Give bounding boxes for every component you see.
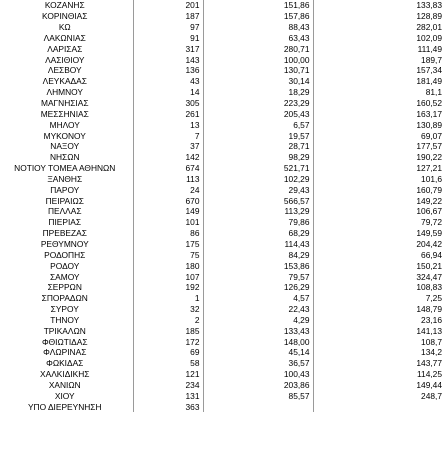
table-row <box>0 325 445 336</box>
table-row <box>0 358 445 369</box>
region-cell: ΡΟΔΟΠΗΣ <box>0 249 133 260</box>
value1-cell: 19,57 <box>203 130 313 141</box>
value2-cell: 111,49 <box>417 43 442 54</box>
cases-cell: 1 <box>133 293 203 304</box>
cases-cell: 91 <box>133 33 203 44</box>
cases-cell: 2 <box>133 314 203 325</box>
table-row <box>0 184 445 195</box>
value1-cell: 102,29 <box>203 174 313 185</box>
value2-cell: 148,79 <box>416 304 442 315</box>
table-row <box>0 54 445 65</box>
region-cell: ΠΕΙΡΑΙΩΣ <box>0 195 133 206</box>
region-cell: ΥΠΟ ΔΙΕΡΕΥΝΗΣΗ <box>0 401 133 412</box>
cases-cell: 14 <box>133 87 203 98</box>
table-row <box>0 390 445 401</box>
region-cell: ΠΑΡΟΥ <box>0 184 133 195</box>
region-cell: ΣΠΟΡΑΔΩΝ <box>0 293 133 304</box>
region-cell: ΜΥΚΟΝΟΥ <box>0 130 133 141</box>
value2-cell: 177,57 <box>416 141 442 152</box>
value1-cell: 280,71 <box>203 43 313 54</box>
table-row <box>0 0 445 11</box>
table-row <box>0 314 445 325</box>
value1-cell: 130,71 <box>203 65 313 76</box>
value1-cell: 18,29 <box>203 87 313 98</box>
table-row <box>0 369 445 380</box>
value2-cell: 79,72 <box>421 217 442 228</box>
value2-cell: 149,44 <box>416 379 442 390</box>
value2-cell: 102,09 <box>416 32 442 43</box>
value1-cell: 6,57 <box>203 119 313 130</box>
cases-cell: 674 <box>133 163 203 174</box>
value1-cell: 203,86 <box>203 380 313 391</box>
table-row <box>0 152 445 163</box>
region-cell: ΧΙΟΥ <box>0 390 133 401</box>
table-row <box>0 108 445 119</box>
region-cell: ΝΑΞΟΥ <box>0 141 133 152</box>
value1-cell: 45,14 <box>203 347 313 358</box>
value1-cell: 157,86 <box>203 11 313 22</box>
table-row <box>0 380 445 391</box>
region-cell: ΠΙΕΡΙΑΣ <box>0 217 133 228</box>
region-cell: ΣΕΡΡΩΝ <box>0 282 133 293</box>
region-cell: ΛΑΚΩΝΙΑΣ <box>0 33 133 44</box>
value2-cell: 181,49 <box>416 76 442 87</box>
table-row <box>0 401 445 412</box>
table-row <box>0 228 445 239</box>
value1-cell: 100,00 <box>203 54 313 65</box>
cases-cell: 43 <box>133 76 203 87</box>
cases-cell: 172 <box>133 336 203 347</box>
value2-cell: 149,22 <box>416 195 442 206</box>
value2-cell: 108,83 <box>416 282 442 293</box>
region-cell: ΣΥΡΟΥ <box>0 304 133 315</box>
value1-cell: 113,29 <box>203 206 313 217</box>
cases-cell: 136 <box>133 65 203 76</box>
value2-cell: 141,13 <box>416 325 442 336</box>
table-row <box>0 141 445 152</box>
region-cell: ΞΑΝΘΗΣ <box>0 174 133 185</box>
cases-cell: 142 <box>133 152 203 163</box>
table-row <box>0 195 445 206</box>
cases-cell: 187 <box>133 11 203 22</box>
value1-cell: 63,43 <box>203 33 313 44</box>
value2-cell: 66,94 <box>421 249 442 260</box>
table-row <box>0 119 445 130</box>
cases-cell: 24 <box>133 184 203 195</box>
cases-cell: 13 <box>133 119 203 130</box>
value2-cell: 7,25 <box>425 293 442 304</box>
value2-cell: 189,7 <box>421 54 442 65</box>
value1-cell: 22,43 <box>203 304 313 315</box>
value2-cell: 133,83 <box>416 0 442 11</box>
cases-cell: 37 <box>133 141 203 152</box>
value2-cell: 248,7 <box>421 390 442 401</box>
value2-cell: 160,79 <box>416 184 442 195</box>
cases-cell: 58 <box>133 358 203 369</box>
value1-cell: 100,43 <box>203 369 313 380</box>
table-row <box>0 22 445 33</box>
cases-cell: 201 <box>133 0 203 11</box>
value1-cell: 4,29 <box>203 314 313 325</box>
table-row <box>0 249 445 260</box>
region-cell: ΠΕΛΛΑΣ <box>0 206 133 217</box>
region-cell: ΛΕΣΒΟΥ <box>0 65 133 76</box>
value2-cell: 163,17 <box>416 108 442 119</box>
table-row <box>0 336 445 347</box>
region-cell: ΛΑΡΙΣΑΣ <box>0 43 133 54</box>
value2-cell: 150,21 <box>416 260 442 271</box>
value1-cell: 88,43 <box>203 22 313 33</box>
value2-cell: 204,42 <box>416 238 442 249</box>
cases-cell: 317 <box>133 43 203 54</box>
value2-cell: 106,67 <box>416 206 442 217</box>
value1-cell: 28,71 <box>203 141 313 152</box>
value1-cell: 68,29 <box>203 228 313 239</box>
table-row <box>0 304 445 315</box>
table-row <box>0 87 445 98</box>
table-row <box>0 282 445 293</box>
cases-cell: 363 <box>133 401 203 412</box>
table-row <box>0 347 445 358</box>
value1-cell: 114,43 <box>203 239 313 250</box>
table-row <box>0 163 445 174</box>
region-cell: ΡΕΘΥΜΝΟΥ <box>0 239 133 250</box>
table-row <box>0 65 445 76</box>
value1-cell: 79,86 <box>203 217 313 228</box>
region-cell: ΜΕΣΣΗΝΙΑΣ <box>0 108 133 119</box>
table-row <box>0 130 445 141</box>
value2-cell: 160,52 <box>416 98 442 109</box>
table-row <box>0 33 445 44</box>
value2-cell: 149,59 <box>416 228 442 239</box>
cases-cell: 143 <box>133 54 203 65</box>
value1-cell: 148,00 <box>203 336 313 347</box>
cases-cell: 101 <box>133 217 203 228</box>
value2-cell: 324,47 <box>416 271 442 282</box>
cases-cell: 131 <box>133 390 203 401</box>
value2-cell: 69,07 <box>421 130 442 141</box>
cases-cell: 32 <box>133 304 203 315</box>
value2-cell: 127,21 <box>416 163 442 174</box>
region-cell: ΝΟΤΙΟΥ ΤΟΜΕΑ ΑΘΗΝΩΝ <box>0 163 133 174</box>
table-row <box>0 217 445 228</box>
region-cell: ΦΘΙΩΤΙΔΑΣ <box>0 336 133 347</box>
value2-cell: 108,7 <box>421 336 442 347</box>
region-cell: ΝΗΣΩΝ <box>0 152 133 163</box>
value2-cell <box>313 401 445 412</box>
cases-cell: 75 <box>133 249 203 260</box>
cases-cell: 107 <box>133 271 203 282</box>
value1-cell: 133,43 <box>203 325 313 336</box>
region-cell: ΜΑΓΝΗΣΙΑΣ <box>0 98 133 109</box>
value1-cell: 36,57 <box>203 358 313 369</box>
region-cell: ΛΑΣΙΘΙΟΥ <box>0 54 133 65</box>
value1-cell: 29,43 <box>203 184 313 195</box>
region-cell: ΦΛΩΡΙΝΑΣ <box>0 347 133 358</box>
table-row <box>0 76 445 87</box>
table-row <box>0 239 445 250</box>
cases-cell: 69 <box>133 347 203 358</box>
table-row <box>0 293 445 304</box>
value2-cell: 134,2 <box>421 347 442 358</box>
value1-cell: 151,86 <box>203 0 313 11</box>
region-cell: ΛΗΜΝΟΥ <box>0 87 133 98</box>
region-cell: ΡΟΔΟΥ <box>0 260 133 271</box>
region-cell: ΚΟΖΑΝΗΣ <box>0 0 133 11</box>
value1-cell: 84,29 <box>203 249 313 260</box>
value2-cell: 23,16 <box>421 314 442 325</box>
cases-cell: 175 <box>133 239 203 250</box>
cases-cell: 305 <box>133 98 203 109</box>
value2-cell: 130,89 <box>416 119 442 130</box>
region-cell: ΠΡΕΒΕΖΑΣ <box>0 228 133 239</box>
value2-cell: 128,89 <box>416 11 442 22</box>
value1-cell: 79,57 <box>203 271 313 282</box>
value1-cell: 85,57 <box>203 390 313 401</box>
table-row <box>0 174 445 185</box>
value2-cell: 114,25 <box>417 369 442 380</box>
region-cell: ΧΑΝΙΩΝ <box>0 380 133 391</box>
cases-cell: 261 <box>133 108 203 119</box>
region-cell: ΛΕΥΚΑΔΑΣ <box>0 76 133 87</box>
cases-cell: 113 <box>133 174 203 185</box>
region-cell: ΤΗΝΟΥ <box>0 314 133 325</box>
value1-cell: 223,29 <box>203 98 313 109</box>
cases-cell: 97 <box>133 22 203 33</box>
value1-cell: 126,29 <box>203 282 313 293</box>
value1-cell: 521,71 <box>203 163 313 174</box>
table-row <box>0 11 445 22</box>
cases-cell: 86 <box>133 228 203 239</box>
value1-cell <box>203 401 313 412</box>
value1-cell: 30,14 <box>203 76 313 87</box>
cases-cell: 185 <box>133 325 203 336</box>
cases-cell: 180 <box>133 260 203 271</box>
value2-cell: 101,6 <box>421 173 442 184</box>
value1-cell: 205,43 <box>203 108 313 119</box>
table-row <box>0 98 445 109</box>
table-row <box>0 271 445 282</box>
cases-cell: 149 <box>133 206 203 217</box>
cases-cell: 192 <box>133 282 203 293</box>
value2-cell: 81,1 <box>425 87 442 98</box>
region-cell: ΚΟΡΙΝΘΙΑΣ <box>0 11 133 22</box>
region-cell: ΧΑΛΚΙΔΙΚΗΣ <box>0 369 133 380</box>
value2-cell: 190,22 <box>416 152 442 163</box>
region-cell: ΣΑΜΟΥ <box>0 271 133 282</box>
region-cell: ΤΡΙΚΑΛΩΝ <box>0 325 133 336</box>
value1-cell: 4,57 <box>203 293 313 304</box>
cases-cell: 670 <box>133 195 203 206</box>
region-cell: ΦΩΚΙΔΑΣ <box>0 358 133 369</box>
cases-cell: 121 <box>133 369 203 380</box>
region-cell: ΜΗΛΟΥ <box>0 119 133 130</box>
cases-cell: 234 <box>133 380 203 391</box>
value1-cell: 98,29 <box>203 152 313 163</box>
region-cell: ΚΩ <box>0 22 133 33</box>
value2-cell: 157,34 <box>416 65 442 76</box>
value2-cell: 143,77 <box>416 358 442 369</box>
value2-cell: 282,01 <box>416 22 442 33</box>
table-row <box>0 260 445 271</box>
cases-cell: 7 <box>133 130 203 141</box>
value1-cell: 566,57 <box>203 195 313 206</box>
table-row <box>0 43 445 54</box>
value1-cell: 153,86 <box>203 260 313 271</box>
table-row <box>0 206 445 217</box>
